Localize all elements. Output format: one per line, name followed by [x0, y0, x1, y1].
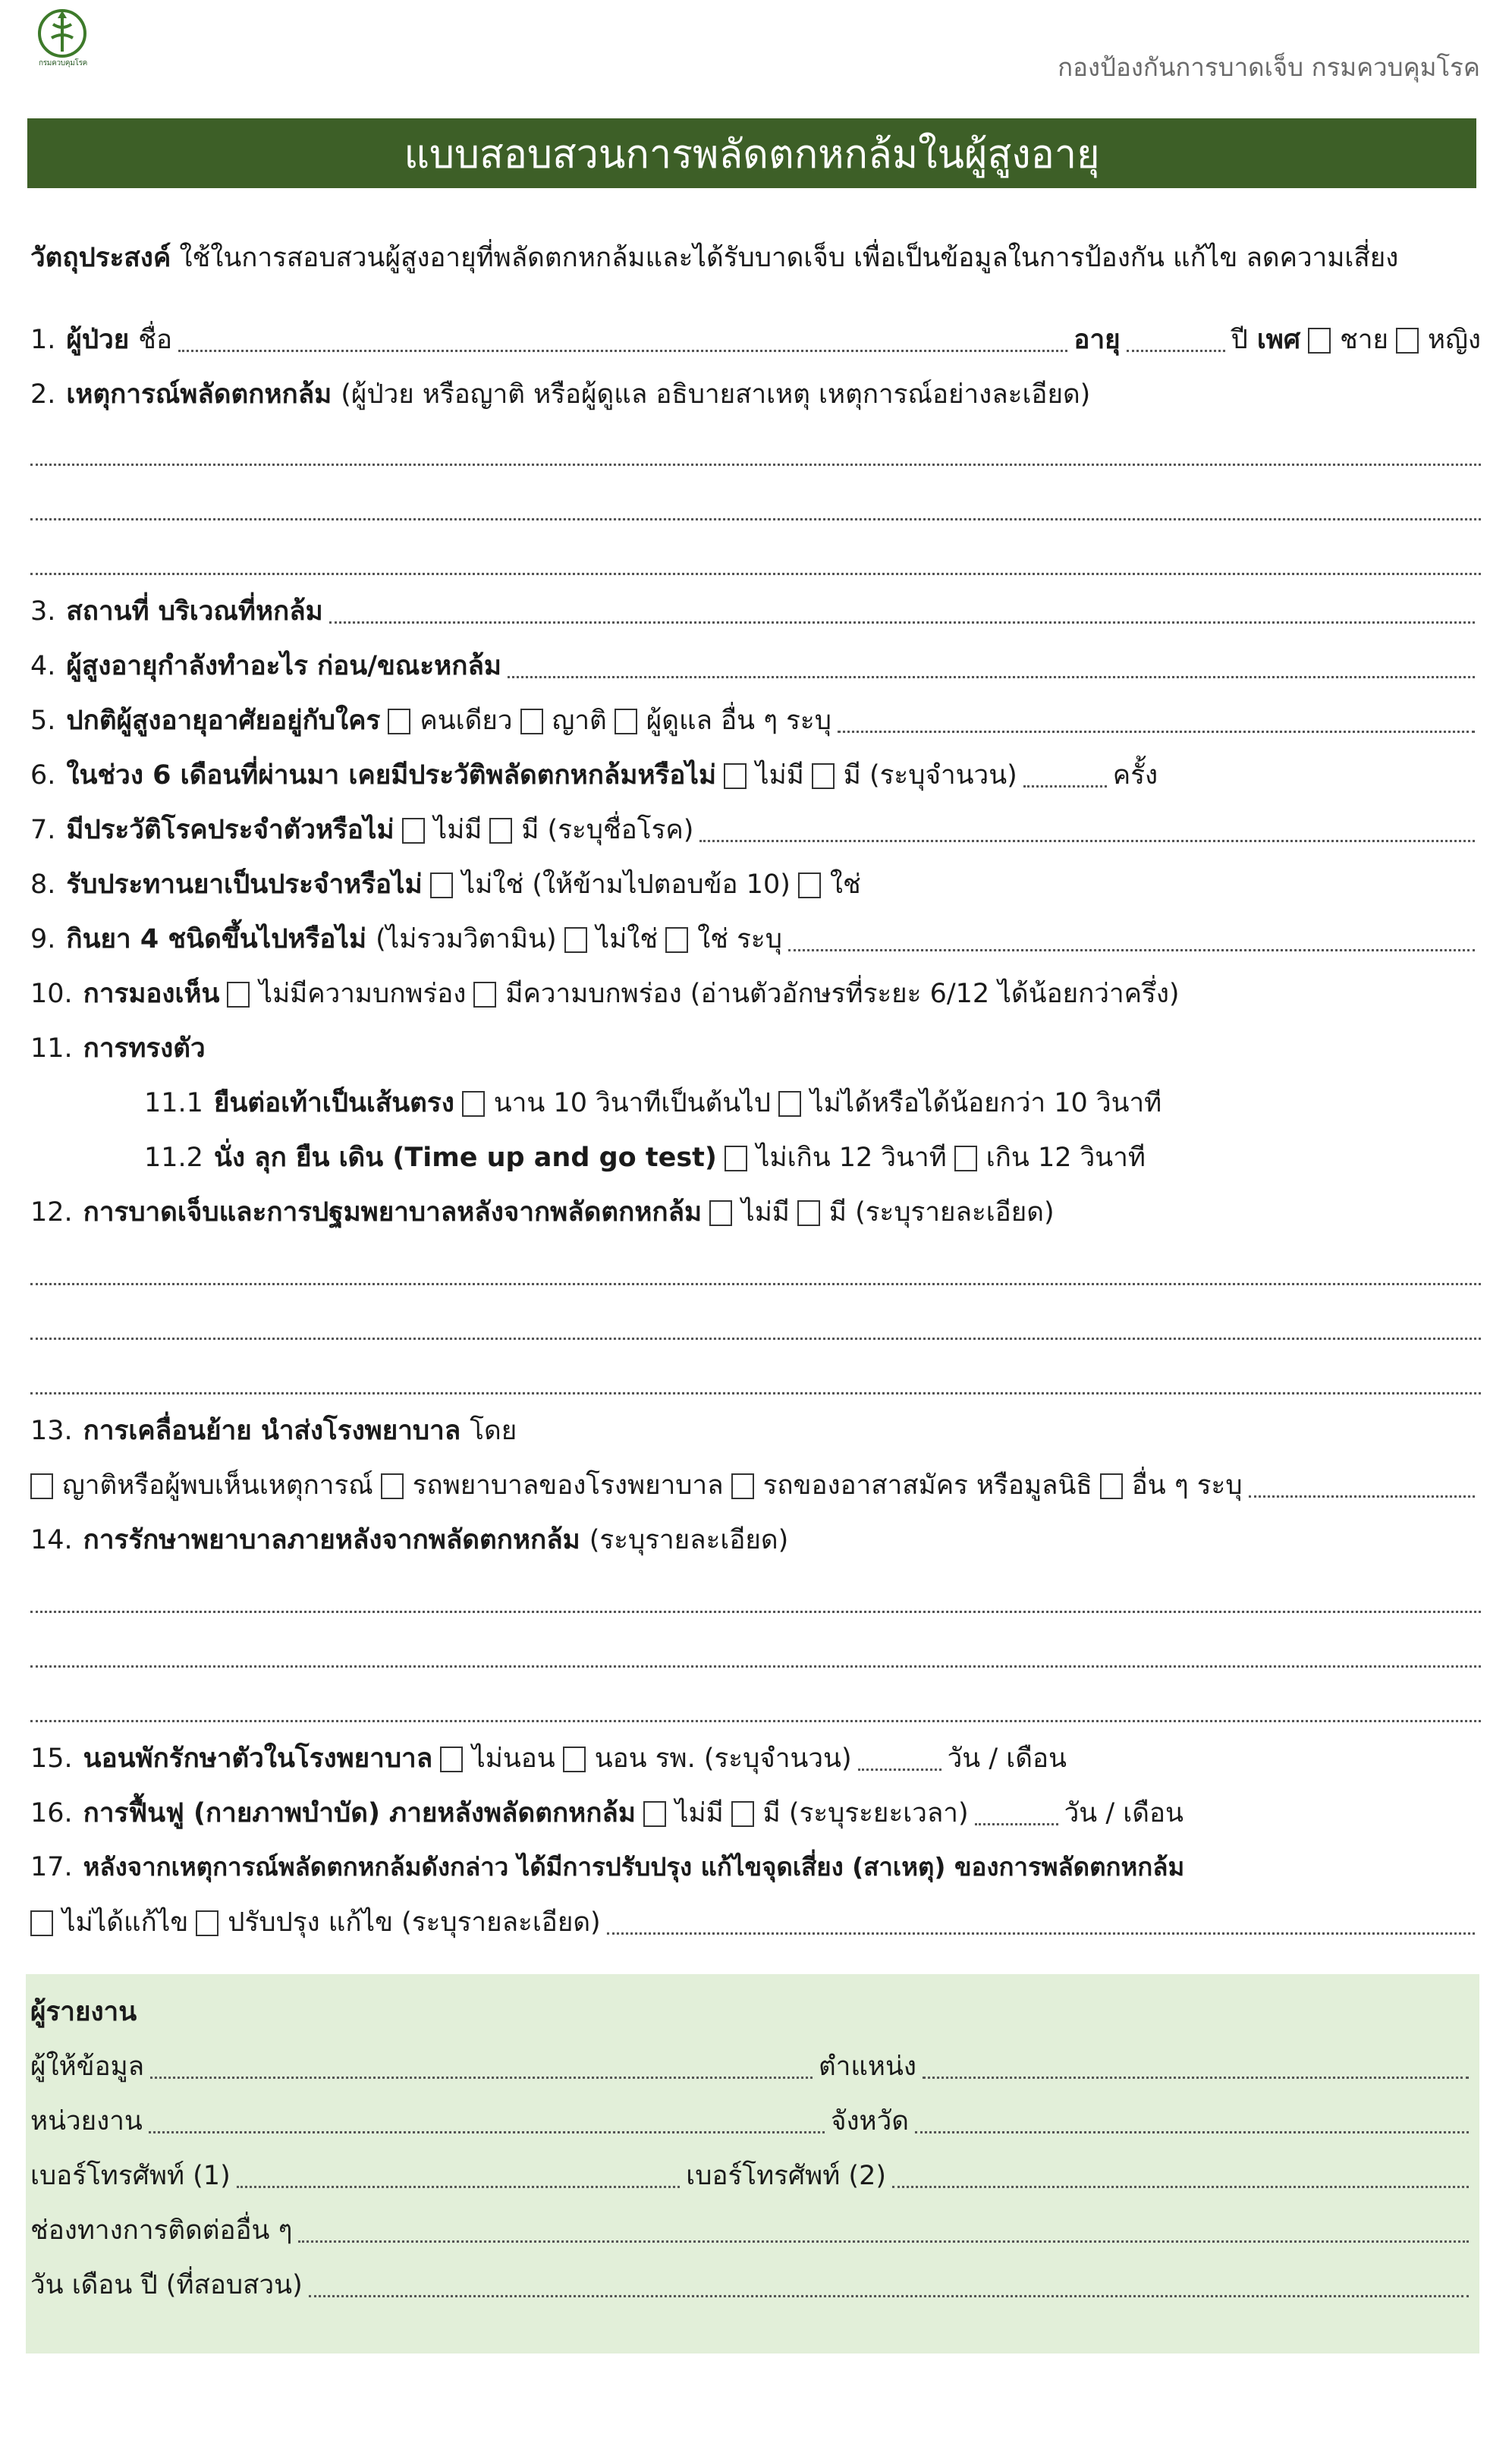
q6-number: 6.	[30, 760, 56, 791]
q1-name-field[interactable]	[178, 349, 1067, 352]
q4-number: 4.	[30, 651, 56, 681]
q4-row	[30, 645, 1481, 689]
q12-answer-line-1[interactable]	[30, 1282, 1481, 1285]
q8-yes-label: ใช่	[829, 869, 861, 900]
q16-row	[30, 1792, 1481, 1836]
q1-female-label: หญิง	[1428, 325, 1481, 355]
q6-row	[30, 754, 1481, 798]
agency-field[interactable]	[149, 2130, 825, 2133]
q2-hint: (ผู้ป่วย หรือญาติ หรือผู้ดูแล อธิบายสาเหตุ เหตุการณ์อย่างละเอียด)	[341, 379, 1091, 410]
q13-suffix: โดย	[470, 1416, 517, 1446]
q10-normal-checkbox[interactable]	[227, 982, 250, 1008]
q15-label: นอนพักรักษาตัวในโรงพยาบาล	[83, 1743, 433, 1774]
q10-label: การมองเห็น	[83, 979, 220, 1009]
q3-number: 3.	[30, 596, 56, 627]
position-label: ตำแหน่ง	[818, 2052, 916, 2082]
q12-none-checkbox[interactable]	[709, 1200, 732, 1226]
q2-answer-line-3[interactable]	[30, 572, 1481, 575]
phone2-field[interactable]	[892, 2185, 1469, 2188]
q6-yes-checkbox[interactable]	[812, 763, 835, 789]
q13-witness-checkbox[interactable]	[30, 1473, 53, 1499]
phone1-field[interactable]	[237, 2185, 681, 2188]
q11-row	[30, 1027, 1481, 1071]
q14-answer-line-2[interactable]	[30, 1665, 1481, 1668]
q1-sex-label: เพศ	[1256, 325, 1301, 355]
q17-detail-field[interactable]	[607, 1932, 1475, 1935]
q13-other-field[interactable]	[1249, 1495, 1475, 1498]
q11-1-label: ยืนต่อเท้าเป็นเส้นตรง	[213, 1088, 454, 1118]
q1-male-checkbox[interactable]	[1308, 328, 1331, 354]
q4-field[interactable]	[508, 675, 1475, 678]
q14-hint: (ระบุรายละเอียด)	[589, 1525, 789, 1555]
reporter-title: ผู้รายงาน	[30, 1997, 137, 2027]
q11-2-label: นั่ง ลุก ยืน เดิน (Time up and go test)	[213, 1143, 717, 1173]
q2-answer-line-2[interactable]	[30, 517, 1481, 520]
q13-options-row	[30, 1464, 1481, 1508]
q15-number: 15.	[30, 1743, 73, 1774]
q17-fixed-label: ปรับปรุง แก้ไข (ระบุรายละเอียด)	[228, 1907, 601, 1938]
q1-male-label: ชาย	[1340, 325, 1389, 355]
province-field[interactable]	[915, 2130, 1469, 2133]
objective-label: วัตถุประสงค์	[30, 243, 171, 273]
q17-fixed-checkbox[interactable]	[196, 1910, 218, 1936]
q13-other-label: อื่น ๆ ระบุ	[1131, 1470, 1243, 1501]
q11-1-fail-checkbox[interactable]	[778, 1091, 801, 1117]
q15-no-checkbox[interactable]	[440, 1747, 463, 1772]
other-contact-field[interactable]	[298, 2240, 1469, 2243]
q14-label: การรักษาพยาบาลภายหลังจากพลัดตกหกล้ม	[83, 1525, 580, 1555]
q12-row	[30, 1191, 1481, 1235]
q6-count-field[interactable]	[1023, 784, 1107, 788]
q9-label: กินยา 4 ชนิดขึ้นไปหรือไม่	[66, 924, 367, 954]
q1-age-field[interactable]	[1127, 349, 1225, 352]
q13-witness-label: ญาติหรือผู้พบเห็นเหตุการณ์	[62, 1470, 373, 1501]
q17-label: หลังจากเหตุการณ์พลัดตกหกล้มดังกล่าว ได้มีการปรับปรุง แก้ไขจุดเสี่ยง (สาเหตุ) ของการพลัดตกหกล้ม	[83, 1852, 1185, 1882]
q10-row	[30, 973, 1481, 1017]
q16-yes-checkbox[interactable]	[731, 1801, 754, 1827]
q17-not-fixed-checkbox[interactable]	[30, 1910, 53, 1936]
q15-row	[30, 1737, 1481, 1781]
q8-number: 8.	[30, 869, 56, 900]
q9-no-label: ไม่ใช่	[596, 924, 659, 954]
objective	[30, 237, 1398, 278]
q8-no-checkbox[interactable]	[430, 872, 453, 898]
q9-yes-checkbox[interactable]	[665, 927, 688, 953]
q1-row	[30, 319, 1481, 363]
q9-yes-label: ใช่ ระบุ	[697, 924, 782, 954]
q9-number: 9.	[30, 924, 56, 954]
q6-none-label: ไม่มี	[756, 760, 804, 791]
q11-2-pass-label: ไม่เกิน 12 วินาที	[756, 1143, 947, 1173]
q7-number: 7.	[30, 815, 56, 845]
agency-label: หน่วยงาน	[30, 2106, 143, 2136]
q7-yes-label: มี (ระบุชื่อโรค)	[521, 815, 694, 845]
q1-name-label: ชื่อ	[138, 325, 173, 355]
q5-other-field[interactable]	[838, 730, 1475, 733]
q7-none-label: ไม่มี	[433, 815, 483, 845]
q14-answer-line-1[interactable]	[30, 1610, 1481, 1613]
q2-answer-line-1[interactable]	[30, 463, 1481, 466]
q17-number: 17.	[30, 1852, 73, 1882]
q8-row	[30, 863, 1481, 907]
q11-2-number: 11.2	[144, 1143, 203, 1173]
phone2-label: เบอร์โทรศัพท์ (2)	[686, 2161, 886, 2191]
q5-relative-checkbox[interactable]	[520, 709, 543, 734]
reporter-section	[26, 1974, 1479, 2353]
q13-label: การเคลื่อนย้าย นำส่งโรงพยาบาล	[83, 1416, 461, 1446]
q12-number: 12.	[30, 1197, 73, 1228]
q6-yes-label: มี (ระบุจำนวน)	[843, 760, 1017, 791]
q11-2-pass-checkbox[interactable]	[725, 1146, 747, 1171]
q16-number: 16.	[30, 1798, 73, 1828]
q7-row	[30, 809, 1481, 853]
form-title: แบบสอบสวนการพลัดตกหกล้มในผู้สูงอายุ	[27, 118, 1476, 188]
department-name: กองป้องกันการบาดเจ็บ กรมควบคุมโรค	[1058, 52, 1480, 82]
q13-number: 13.	[30, 1416, 73, 1446]
q16-yes-label: มี (ระบุระยะเวลา)	[762, 1798, 969, 1828]
q9-no-checkbox[interactable]	[564, 927, 587, 953]
q10-number: 10.	[30, 979, 73, 1009]
q12-yes-checkbox[interactable]	[797, 1200, 820, 1226]
q13-other-checkbox[interactable]	[1100, 1473, 1123, 1499]
q6-unit: ครั้ง	[1112, 760, 1158, 791]
q16-none-checkbox[interactable]	[643, 1801, 666, 1827]
q15-yes-label: นอน รพ. (ระบุจำนวน)	[594, 1743, 852, 1774]
q5-alone-checkbox[interactable]	[388, 709, 410, 734]
q5-alone-label: คนเดียว	[420, 706, 513, 736]
reporter-agency-row	[30, 2100, 1475, 2144]
q1-number: 1.	[30, 325, 56, 355]
q1-label: ผู้ป่วย	[66, 325, 130, 355]
department-logo-icon	[30, 5, 94, 65]
q16-none-label: ไม่มี	[674, 1798, 724, 1828]
q15-yes-checkbox[interactable]	[563, 1747, 586, 1772]
q12-yes-label: มี (ระบุรายละเอียด)	[828, 1197, 1055, 1228]
q5-caregiver-checkbox[interactable]	[615, 709, 637, 734]
q1-age-label: อายุ	[1073, 325, 1121, 355]
phone1-label: เบอร์โทรศัพท์ (1)	[30, 2161, 231, 2191]
q12-none-label: ไม่มี	[741, 1197, 790, 1228]
q13-volunteer-checkbox[interactable]	[731, 1473, 754, 1499]
q2-row	[30, 373, 1481, 417]
q11-2-fail-label: เกิน 12 วินาที	[985, 1143, 1146, 1173]
q2-label: เหตุการณ์พลัดตกหกล้ม	[66, 379, 332, 410]
q11-label: การทรงตัว	[83, 1033, 206, 1064]
q3-row	[30, 590, 1481, 634]
q5-row	[30, 700, 1481, 744]
informant-label: ผู้ให้ข้อมูล	[30, 2052, 145, 2082]
q5-label: ปกติผู้สูงอายุอาศัยอยู่กับใคร	[66, 706, 381, 736]
q11-2-fail-checkbox[interactable]	[954, 1146, 977, 1171]
q7-disease-field[interactable]	[699, 839, 1475, 842]
q11-1-pass-label: นาน 10 วินาทีเป็นต้นไป	[493, 1088, 771, 1118]
q12-answer-line-3[interactable]	[30, 1391, 1481, 1394]
q2-number: 2.	[30, 379, 56, 410]
q13-row	[30, 1410, 1481, 1454]
q7-none-checkbox[interactable]	[402, 818, 425, 844]
investigation-date-label: วัน เดือน ปี (ที่สอบสวน)	[30, 2270, 303, 2300]
q7-yes-checkbox[interactable]	[489, 818, 512, 844]
q11-1-fail-label: ไม่ได้หรือได้น้อยกว่า 10 วินาที	[809, 1088, 1162, 1118]
q13-volunteer-label: รถของอาสาสมัคร หรือมูลนิธิ	[762, 1470, 1092, 1501]
q7-label: มีประวัติโรคประจำตัวหรือไม่	[66, 815, 395, 845]
logo-caption: กรมควบคุมโรค	[38, 59, 88, 68]
q8-no-label: ไม่ใช่ (ให้ข้ามไปตอบข้อ 10)	[461, 869, 791, 900]
q9-row	[30, 918, 1481, 962]
q6-none-checkbox[interactable]	[724, 763, 747, 789]
q5-relative-label: ญาติ	[552, 706, 607, 736]
q11-1-pass-checkbox[interactable]	[462, 1091, 485, 1117]
q4-label: ผู้สูงอายุกำลังทำอะไร ก่อน/ขณะหกล้ม	[66, 651, 501, 681]
province-label: จังหวัด	[830, 2106, 909, 2136]
q8-label: รับประทานยาเป็นประจำหรือไม่	[66, 869, 423, 900]
q17-not-fixed-label: ไม่ได้แก้ไข	[62, 1907, 189, 1938]
reporter-title-row	[30, 1991, 1475, 2035]
q17-row	[30, 1847, 1481, 1891]
q12-answer-line-2[interactable]	[30, 1337, 1481, 1340]
q12-label: การบาดเจ็บและการปฐมพยาบาลหลังจากพลัดตกหกล้ม	[83, 1197, 703, 1228]
q9-detail-field[interactable]	[788, 948, 1475, 951]
q5-caregiver-label: ผู้ดูแล อื่น ๆ ระบุ	[646, 706, 831, 736]
q1-female-checkbox[interactable]	[1396, 328, 1419, 354]
q16-unit: วัน / เดือน	[1064, 1798, 1184, 1828]
q15-count-field[interactable]	[858, 1768, 941, 1771]
informant-field[interactable]	[150, 2076, 813, 2079]
q15-unit: วัน / เดือน	[947, 1743, 1067, 1774]
q10-impaired-label: มีความบกพร่อง (อ่านตัวอักษรที่ระยะ 6/12 ได้น้อยกว่าครึ่ง)	[505, 979, 1180, 1009]
q14-answer-line-3[interactable]	[30, 1719, 1481, 1722]
investigation-date-field[interactable]	[309, 2294, 1469, 2297]
q14-row	[30, 1519, 1481, 1563]
q16-duration-field[interactable]	[975, 1822, 1058, 1825]
reporter-date-row	[30, 2264, 1475, 2308]
q11-1-row	[144, 1082, 1481, 1126]
q16-label: การฟื้นฟู (กายภาพบำบัด) ภายหลังพลัดตกหกล้ม	[83, 1798, 636, 1828]
position-field[interactable]	[923, 2076, 1469, 2079]
q8-yes-checkbox[interactable]	[798, 872, 821, 898]
q9-hint: (ไม่รวมวิตามิน)	[376, 924, 557, 954]
reporter-informant-row	[30, 2045, 1475, 2089]
q15-no-label: ไม่นอน	[472, 1743, 555, 1774]
objective-text: ใช้ในการสอบสวนผู้สูงอายุที่พลัดตกหกล้มและได้รับบาดเจ็บ เพื่อเป็นข้อมูลในการป้องกัน แก้ไข ลดความเสี่ยง	[179, 243, 1399, 273]
q17-options-row	[30, 1901, 1481, 1945]
q5-number: 5.	[30, 706, 56, 736]
reporter-contact-row	[30, 2209, 1475, 2253]
q11-2-row	[144, 1137, 1481, 1181]
q3-field[interactable]	[329, 621, 1475, 624]
q6-label: ในช่วง 6 เดือนที่ผ่านมา เคยมีประวัติพลัดตกหกล้มหรือไม่	[66, 760, 717, 791]
q11-1-number: 11.1	[144, 1088, 203, 1118]
q10-impaired-checkbox[interactable]	[473, 982, 496, 1008]
q1-year-unit: ปี	[1231, 325, 1248, 355]
q13-ambulance-checkbox[interactable]	[381, 1473, 404, 1499]
q10-normal-label: ไม่มีความบกพร่อง	[259, 979, 467, 1009]
q11-number: 11.	[30, 1033, 73, 1064]
other-contact-label: ช่องทางการติดต่ออื่น ๆ	[30, 2215, 293, 2246]
reporter-phone-row	[30, 2155, 1475, 2199]
q14-number: 14.	[30, 1525, 73, 1555]
q13-ambulance-label: รถพยาบาลของโรงพยาบาล	[412, 1470, 724, 1501]
q3-label: สถานที่ บริเวณที่หกล้ม	[66, 596, 323, 627]
